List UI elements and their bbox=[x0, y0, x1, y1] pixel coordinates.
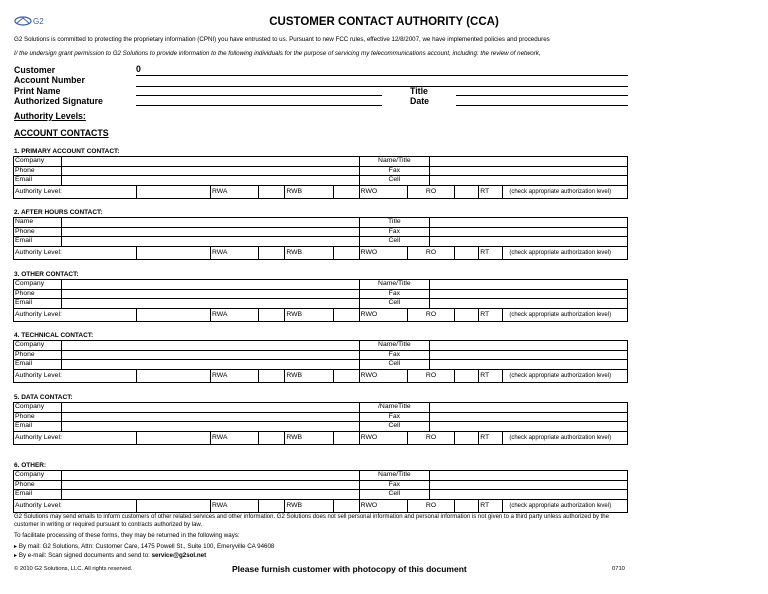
rwa-label: RWA bbox=[210, 431, 258, 444]
authority-level-label: Authority Level: bbox=[14, 369, 137, 382]
rwa-checkbox[interactable] bbox=[136, 308, 210, 321]
authorization-note: (check appropriate authorization level) bbox=[503, 185, 628, 198]
ro-checkbox[interactable] bbox=[455, 499, 479, 512]
field-cell[interactable] bbox=[430, 280, 628, 290]
field-cell[interactable] bbox=[430, 218, 628, 228]
row-label-3: Email bbox=[14, 360, 62, 370]
customer-value[interactable]: 0 bbox=[136, 64, 141, 74]
field-cell[interactable] bbox=[430, 350, 628, 360]
rt-label: RT bbox=[479, 185, 503, 198]
contact-table bbox=[13, 340, 628, 383]
field-cell[interactable] bbox=[430, 412, 628, 422]
row-label-1b: Title bbox=[359, 218, 429, 228]
rwb-label: RWB bbox=[285, 369, 333, 382]
contact-table bbox=[13, 279, 628, 322]
authorized-signature-label: Authorized Signature bbox=[14, 96, 103, 106]
rwo-checkbox[interactable] bbox=[333, 246, 359, 259]
rwa-checkbox[interactable] bbox=[136, 369, 210, 382]
field-cell[interactable] bbox=[62, 490, 359, 500]
field-cell[interactable] bbox=[430, 237, 628, 247]
rt-label: RT bbox=[479, 246, 503, 259]
contact-table bbox=[13, 156, 628, 199]
customer-line[interactable] bbox=[136, 75, 628, 76]
ro-label: RO bbox=[407, 185, 454, 198]
field-cell[interactable] bbox=[62, 471, 359, 481]
rwb-label: RWB bbox=[285, 308, 333, 321]
authority-levels-heading: Authority Levels: bbox=[14, 111, 86, 121]
row-label-2b: Fax bbox=[359, 350, 429, 360]
ro-label: RO bbox=[407, 499, 454, 512]
rwo-label: RWO bbox=[359, 369, 407, 382]
section-title: 6. OTHER: bbox=[14, 462, 47, 469]
row-label-3: Email bbox=[14, 490, 62, 500]
rwo-label: RWO bbox=[359, 499, 407, 512]
field-cell[interactable] bbox=[62, 227, 359, 237]
authorization-note: (check appropriate authorization level) bbox=[503, 246, 628, 259]
row-label-3b: Cell bbox=[359, 299, 429, 309]
section-title: 1. PRIMARY ACCOUNT CONTACT: bbox=[14, 148, 120, 155]
field-cell[interactable] bbox=[62, 350, 359, 360]
rwb-label: RWB bbox=[285, 431, 333, 444]
rt-label: RT bbox=[479, 308, 503, 321]
bullet-icon: ▸ bbox=[14, 543, 18, 550]
rwo-label: RWO bbox=[359, 246, 407, 259]
ro-checkbox[interactable] bbox=[455, 431, 479, 444]
rwb-label: RWB bbox=[285, 185, 333, 198]
account-number-label: Account Number bbox=[14, 75, 85, 85]
field-cell[interactable] bbox=[62, 341, 359, 351]
contact-table bbox=[13, 470, 628, 513]
rwb-checkbox[interactable] bbox=[259, 185, 285, 198]
return-instructions: To facilitate processing of these forms, they may be returned in the following ways: bbox=[14, 532, 240, 539]
authorization-note: (check appropriate authorization level) bbox=[503, 499, 628, 512]
rwa-label: RWA bbox=[210, 499, 258, 512]
ro-checkbox[interactable] bbox=[455, 308, 479, 321]
rwb-checkbox[interactable] bbox=[259, 246, 285, 259]
row-label-3b: Cell bbox=[359, 237, 429, 247]
bullet-icon: ▸ bbox=[14, 552, 18, 559]
authorization-note: (check appropriate authorization level) bbox=[503, 369, 628, 382]
field-cell[interactable] bbox=[430, 227, 628, 237]
row-label-3: Email bbox=[14, 176, 62, 186]
rwa-label: RWA bbox=[210, 246, 258, 259]
rwa-checkbox[interactable] bbox=[136, 246, 210, 259]
authority-level-label: Authority Level: bbox=[14, 246, 137, 259]
rwo-checkbox[interactable] bbox=[333, 308, 359, 321]
copyright: © 2010 G2 Solutions, LLC. All rights reserved. bbox=[14, 566, 133, 572]
field-cell[interactable] bbox=[430, 166, 628, 176]
rwb-label: RWB bbox=[285, 499, 333, 512]
row-label-3b: Cell bbox=[359, 422, 429, 432]
row-label-3: Email bbox=[14, 422, 62, 432]
authorization-note: (check appropriate authorization level) bbox=[503, 431, 628, 444]
rwa-label: RWA bbox=[210, 369, 258, 382]
row-label-1b: /NameTitle bbox=[359, 403, 429, 413]
row-label-1b: Name/Title bbox=[359, 157, 429, 167]
field-cell[interactable] bbox=[62, 157, 359, 167]
ro-checkbox[interactable] bbox=[455, 246, 479, 259]
contact-table bbox=[13, 402, 628, 445]
row-label-2b: Fax bbox=[359, 480, 429, 490]
section-title: 4. TECHNICAL CONTACT: bbox=[14, 332, 94, 339]
print-name-line[interactable] bbox=[136, 95, 382, 96]
rwa-checkbox[interactable] bbox=[136, 499, 210, 512]
row-label-2: Phone bbox=[14, 289, 62, 299]
row-label-2: Phone bbox=[14, 227, 62, 237]
row-label-2b: Fax bbox=[359, 166, 429, 176]
ro-checkbox[interactable] bbox=[455, 185, 479, 198]
row-label-1: Company bbox=[14, 157, 62, 167]
title-label: Title bbox=[410, 86, 428, 96]
row-label-1b: Name/Title bbox=[359, 280, 429, 290]
field-cell[interactable] bbox=[430, 289, 628, 299]
field-cell[interactable] bbox=[430, 176, 628, 186]
rwo-label: RWO bbox=[359, 431, 407, 444]
contact-table bbox=[13, 217, 628, 260]
field-cell[interactable] bbox=[430, 360, 628, 370]
document-number: 0710 bbox=[612, 566, 625, 572]
rwo-checkbox[interactable] bbox=[333, 185, 359, 198]
field-cell[interactable] bbox=[62, 412, 359, 422]
email-instructions bbox=[14, 552, 206, 559]
row-label-2: Phone bbox=[14, 166, 62, 176]
account-number-line[interactable] bbox=[136, 86, 628, 87]
grant-text: I/ the undersign grant permission to G2 Solutions to provide information to the following individuals for the purpose of servicing my telecommunications account, including: the review of network, bbox=[14, 50, 541, 57]
rwa-label: RWA bbox=[210, 308, 258, 321]
rt-label: RT bbox=[479, 431, 503, 444]
field-cell[interactable] bbox=[430, 299, 628, 309]
field-cell[interactable] bbox=[430, 422, 628, 432]
account-contacts-heading: ACCOUNT CONTACTS bbox=[14, 128, 109, 138]
authority-level-label: Authority Level: bbox=[14, 499, 137, 512]
rwb-checkbox[interactable] bbox=[259, 369, 285, 382]
ro-label: RO bbox=[407, 246, 454, 259]
intro-text: G2 Solutions is committed to protecting the proprietary information (CPNI) you have entrusted to us. Pursuant to new FCC rules, effective 12/8/2007, we have implemented policies and procedures bbox=[14, 36, 550, 43]
date-line[interactable] bbox=[456, 105, 628, 106]
row-label-1: Company bbox=[14, 280, 62, 290]
row-label-3b: Cell bbox=[359, 490, 429, 500]
row-label-2: Phone bbox=[14, 412, 62, 422]
row-label-2b: Fax bbox=[359, 289, 429, 299]
date-label: Date bbox=[410, 96, 430, 106]
rwb-label: RWB bbox=[285, 246, 333, 259]
rwa-label: RWA bbox=[210, 185, 258, 198]
privacy-note: G2 Solutions may send emails to inform customers of other related services and other information. G2 Solutions does not sell personal information and personal information is not given to a third party unless authorized by the customer in writing or required pursuant to contracts authorized by law. bbox=[14, 514, 609, 528]
mail-text: By mail: G2 Solutions, Attn: Customer Care, 1475 Powell St., Suite 100, Emeryville CA 94608 bbox=[18, 543, 275, 550]
row-label-1b: Name/Title bbox=[359, 341, 429, 351]
row-label-3: Email bbox=[14, 299, 62, 309]
field-cell[interactable] bbox=[62, 360, 359, 370]
document-title: CUSTOMER CONTACT AUTHORITY (CCA) bbox=[269, 16, 499, 28]
signature-line[interactable] bbox=[136, 105, 382, 106]
section-title: 5. DATA CONTACT: bbox=[14, 394, 73, 401]
section-title: 2. AFTER HOURS CONTACT: bbox=[14, 209, 103, 216]
field-cell[interactable] bbox=[430, 403, 628, 413]
authorization-note: (check appropriate authorization level) bbox=[503, 308, 628, 321]
field-cell[interactable] bbox=[430, 471, 628, 481]
field-cell[interactable] bbox=[62, 289, 359, 299]
row-label-3: Email bbox=[14, 237, 62, 247]
photocopy-notice: Please furnish customer with photocopy of this document bbox=[232, 564, 467, 574]
ro-label: RO bbox=[407, 369, 454, 382]
row-label-2b: Fax bbox=[359, 412, 429, 422]
email-link[interactable]: service@g2sol.net bbox=[151, 552, 207, 559]
ro-label: RO bbox=[407, 308, 454, 321]
field-cell[interactable] bbox=[62, 237, 359, 247]
field-cell[interactable] bbox=[430, 341, 628, 351]
row-label-1: Company bbox=[14, 341, 62, 351]
field-cell[interactable] bbox=[62, 176, 359, 186]
mail-instructions bbox=[14, 543, 274, 550]
rwo-checkbox[interactable] bbox=[333, 499, 359, 512]
rwo-label: RWO bbox=[359, 185, 407, 198]
print-name-label: Print Name bbox=[14, 86, 61, 96]
rwo-checkbox[interactable] bbox=[333, 431, 359, 444]
rwb-checkbox[interactable] bbox=[259, 499, 285, 512]
ro-label: RO bbox=[407, 431, 454, 444]
field-cell[interactable] bbox=[430, 480, 628, 490]
email-prefix: By e-mail: Scan signed documents and send to: bbox=[18, 552, 152, 559]
section-title: 3. OTHER CONTACT: bbox=[14, 271, 79, 278]
customer-label: Customer bbox=[14, 65, 56, 75]
field-cell[interactable] bbox=[62, 480, 359, 490]
rwb-checkbox[interactable] bbox=[259, 308, 285, 321]
authority-level-label: Authority Level: bbox=[14, 431, 137, 444]
rt-label: RT bbox=[479, 369, 503, 382]
row-label-2: Phone bbox=[14, 350, 62, 360]
field-cell[interactable] bbox=[430, 490, 628, 500]
rwa-checkbox[interactable] bbox=[136, 185, 210, 198]
field-cell[interactable] bbox=[62, 218, 359, 228]
row-label-3b: Cell bbox=[359, 176, 429, 186]
row-label-3b: Cell bbox=[359, 360, 429, 370]
authority-level-label: Authority Level: bbox=[14, 308, 137, 321]
rwo-checkbox[interactable] bbox=[333, 369, 359, 382]
field-cell[interactable] bbox=[62, 299, 359, 309]
title-line[interactable] bbox=[456, 95, 628, 96]
row-label-1: Name bbox=[14, 218, 62, 228]
rwo-label: RWO bbox=[359, 308, 407, 321]
authority-level-label: Authority Level: bbox=[14, 185, 137, 198]
row-label-2: Phone bbox=[14, 480, 62, 490]
field-cell[interactable] bbox=[62, 280, 359, 290]
row-label-2b: Fax bbox=[359, 227, 429, 237]
field-cell[interactable] bbox=[62, 422, 359, 432]
row-label-1: Company bbox=[14, 403, 62, 413]
field-cell[interactable] bbox=[62, 403, 359, 413]
field-cell[interactable] bbox=[430, 157, 628, 167]
field-cell[interactable] bbox=[62, 166, 359, 176]
ro-checkbox[interactable] bbox=[455, 369, 479, 382]
rwb-checkbox[interactable] bbox=[259, 431, 285, 444]
rt-label: RT bbox=[479, 499, 503, 512]
row-label-1b: Name/Title bbox=[359, 471, 429, 481]
row-label-1: Company bbox=[14, 471, 62, 481]
rwa-checkbox[interactable] bbox=[136, 431, 210, 444]
svg-text:G2: G2 bbox=[33, 17, 44, 26]
